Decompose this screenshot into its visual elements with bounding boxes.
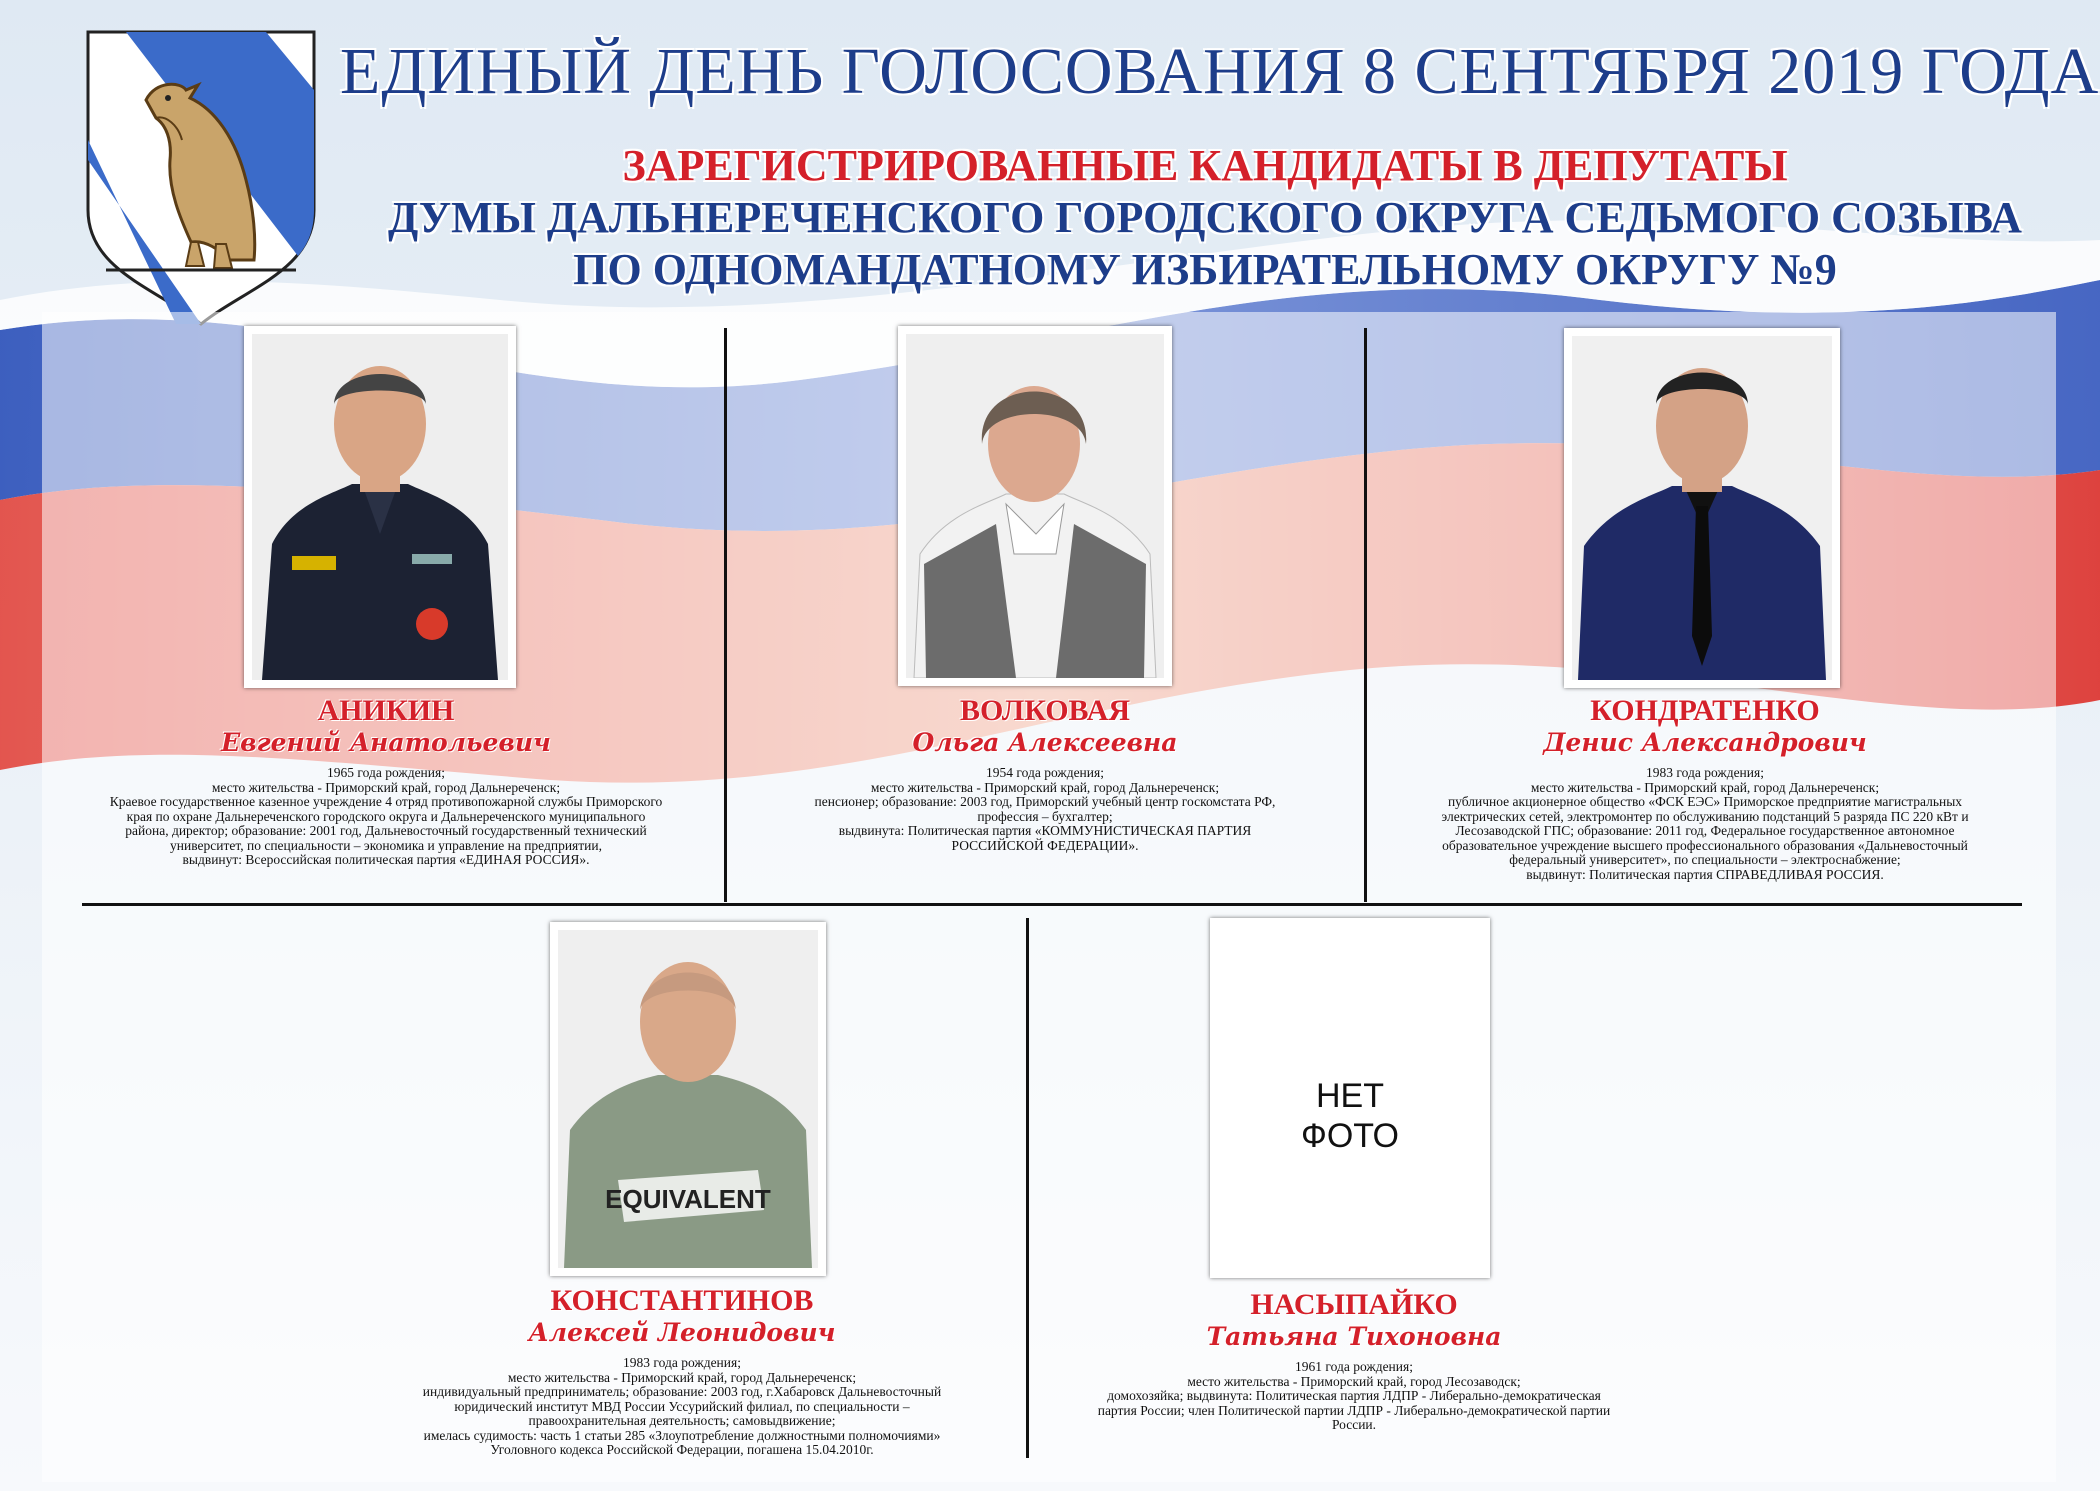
candidate-photo [1564,328,1840,688]
no-photo-label: НЕТ ФОТО [1301,1077,1399,1155]
city-crest-falcon-icon [86,30,316,326]
candidate-photo [244,326,516,688]
candidate-bio: 1983 года рождения; место жительства - Приморский край, город Дальнереченск; публичное акционерное общество «ФСК ЕЭС» Приморское предприятие магистральных электрических сетей, электромонтер по обслуживанию подстанций 5 разряда ПС 220 кВт и Лесозаводской ГПС; образование: 2011 год, Федеральное государственное автономное образовательное учреждение высшего профессионального образования «Дальневосточный федеральный университет», по специальности – электроснабжение; выдвинут: Политическая партия СПРАВЕДЛИВАЯ РОССИЯ. [1441,765,1969,882]
candidate-card [1370,326,2040,896]
candidate-given-name: Ольга Алексеевна [912,728,1178,757]
candidate-bio: 1954 года рождения; место жительства - Приморский край, город Дальнереченск; пенсионер; образование: 2003 год, Приморский учебный центр госкомстата РФ, профессия – бухгалтер; выдвинута: Политическая партия «КОММУНИСТИЧЕСКАЯ ПАРТИЯ РОССИЙСКОЙ ФЕДЕРАЦИИ». [814,765,1276,853]
candidate-surname: КОНСТАНТИНОВ [550,1284,814,1317]
candidate-photo-placeholder [1210,918,1490,1278]
subtitle-line-2: ДУМЫ ДАЛЬНЕРЕЧЕНСКОГО ГОРОДСКОГО ОКРУГА СЕДЬМОГО СОЗЫВА [388,193,2022,242]
divider-horizontal [82,903,2022,906]
candidate-card [730,326,1360,886]
candidate-photo [898,326,1172,686]
divider-vertical-1 [724,328,727,902]
candidate-bio: 1983 года рождения; место жительства - Приморский край, город Дальнереченск; индивидуальный предприниматель; образование: 2003 год, г.Хабаровск Дальневосточный юридический институт МВД России Уссурийский филиал, по специальности – правоохранительная деятельность; самовыдвижение; имелась судимость: часть 1 статьи 285 «Злоупотребление должностными полномочиями» Уголовного кодекса Российской Федерации, погашена 15.04.2010г. [422,1355,942,1457]
candidate-card [342,918,1022,1478]
candidate-bio: 1961 года рождения; место жительства - Приморский край, город Лесозаводск; домохозяйка; выдвинута: Политическая партия ЛДПР - Либерально-демократическая партия России; член Политической партии ЛДПР - Либерально-демократической партии России. [1097,1359,1611,1432]
candidate-given-name: Денис Александрович [1543,728,1867,757]
candidate-photo-woman [906,334,1164,678]
page-title: ЕДИНЫЙ ДЕНЬ ГОЛОСОВАНИЯ 8 СЕНТЯБРЯ 2019 ГОДА [340,35,2100,108]
subtitle-line-3: ПО ОДНОМАНДАТНОМУ ИЗБИРАТЕЛЬНОМУ ОКРУГУ №9 [573,245,1837,294]
subtitle-line-1: ЗАРЕГИСТРИРОВАННЫЕ КАНДИДАТЫ В ДЕПУТАТЫ [622,141,1788,190]
candidate-photo-man-uniform [252,334,508,680]
candidate-photo [550,922,826,1276]
candidate-surname: НАСЫПАЙКО [1250,1288,1458,1321]
candidate-surname: АНИКИН [317,694,455,727]
candidate-card [1034,918,1674,1478]
candidate-given-name: Евгений Анатольевич [221,728,551,757]
svg-text:EQUIVALENT: EQUIVALENT [605,1184,771,1214]
candidate-given-name: Татьяна Тихоновна [1206,1322,1502,1351]
candidate-bio: 1965 года рождения; место жительства - Приморский край, город Дальнереченск; Краевое государственное казенное учреждение 4 отряд противопожарной службы Приморского края по охране Дальнереченского городского округа и Дальнереченского муниципального района, директор; образование: 2001 год, Дальневосточный государственный технический университет, по специальности – экономика и управление на предприятии, выдвинут: Всероссийская политическая партия «ЕДИНАЯ РОССИЯ». [109,765,663,867]
candidate-card [52,326,720,886]
candidate-surname: ВОЛКОВАЯ [960,694,1130,727]
candidate-surname: КОНДРАТЕНКО [1590,694,1820,727]
candidate-given-name: Алексей Леонидович [528,1318,836,1347]
candidate-photo-man-suit [1572,336,1832,680]
divider-vertical-3 [1026,918,1029,1458]
divider-vertical-2 [1364,328,1367,902]
candidate-photo-man-tshirt [558,930,818,1268]
